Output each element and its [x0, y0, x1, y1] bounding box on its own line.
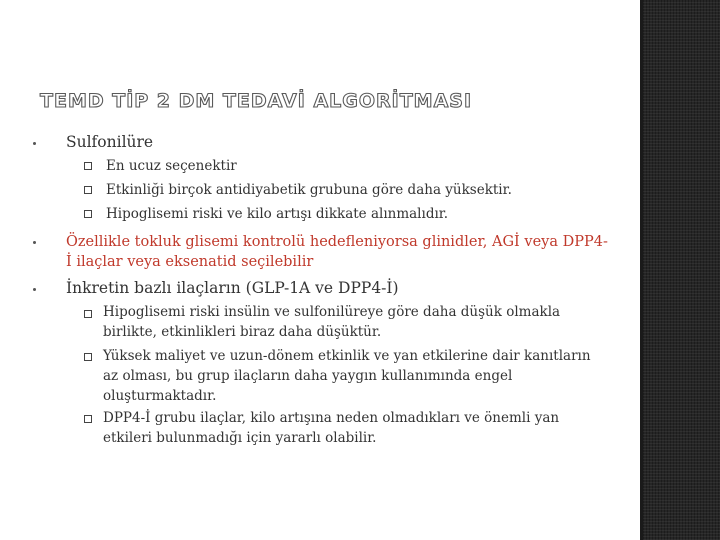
bullet-dot [33, 288, 36, 291]
bullet-dot [33, 241, 36, 244]
sub-bullet-square-icon [84, 186, 92, 194]
sub-bullet-text-line-2: birlikte, etkinlikleri biraz daha düşüktür. [103, 324, 382, 340]
bullet-emphasis-line-2: İ ilaçlar veya eksenatid seçilebilir [66, 254, 314, 270]
decorative-sidebar [640, 0, 720, 540]
sub-bullet-square-icon [84, 162, 92, 170]
sub-bullet-text: Hipoglisemi riski ve kilo artışı dikkate alınmalıdır. [106, 206, 449, 222]
sub-bullet-text-line-2: az olması, bu grup ilaçların daha yaygın kullanımında engel [103, 368, 513, 384]
bullet-sulfonilure: Sulfonilüre [66, 133, 154, 151]
sub-bullet-square-icon [84, 353, 92, 361]
sub-bullet-square-icon [84, 210, 92, 218]
sidebar-edge [640, 0, 643, 540]
sub-bullet-text-line-1: Yüksek maliyet ve uzun-dönem etkinlik ve yan etkilerine dair kanıtların [103, 348, 591, 364]
sub-bullet-square-icon [84, 415, 92, 423]
sub-bullet-text-line-2: etkileri bulunmadığı için yararlı olabilir. [103, 430, 377, 446]
slide-title: TEMD TİP 2 DM TEDAVİ ALGORİTMASI [40, 90, 473, 112]
sub-bullet-text-line-1: Hipoglisemi riski insülin ve sulfonilüreye göre daha düşük olmakla [103, 304, 561, 320]
bullet-inkretin: İnkretin bazlı ilaçların (GLP-1A ve DPP4-İ) [66, 279, 399, 297]
sub-bullet-text-line-3: oluşturmaktadır. [103, 388, 217, 404]
bullet-emphasis-line-1: Özellikle tokluk glisemi kontrolü hedefleniyorsa glinidler, AGİ veya DPP4- [66, 234, 608, 250]
bullet-dot [33, 142, 36, 145]
sub-bullet-text: En ucuz seçenektir [106, 158, 237, 174]
sub-bullet-text-line-1: DPP4-İ grubu ilaçlar, kilo artışına neden olmadıkları ve önemli yan [103, 410, 560, 426]
sub-bullet-text: Etkinliği birçok antidiyabetik grubuna göre daha yüksektir. [106, 182, 512, 198]
sub-bullet-square-icon [84, 310, 92, 318]
